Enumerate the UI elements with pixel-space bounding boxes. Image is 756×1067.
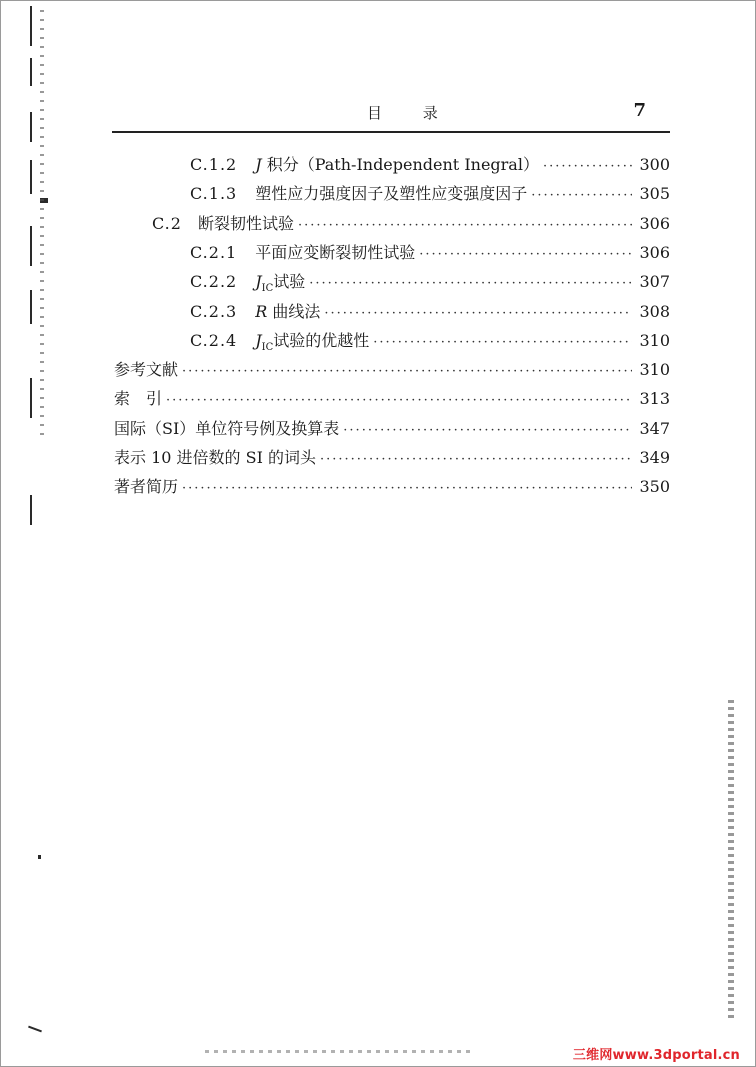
toc-entry-number: C.2 <box>152 213 182 233</box>
toc-entry[interactable] <box>114 416 670 440</box>
toc-entry-page: 306 <box>639 213 670 233</box>
header-rule <box>112 131 670 133</box>
scan-artifact <box>40 10 44 440</box>
toc-entry-page: 307 <box>639 272 670 292</box>
toc-entry[interactable] <box>114 474 670 498</box>
toc-entry-title <box>255 152 539 175</box>
toc-dot-leader <box>182 364 632 379</box>
toc-entry-title <box>114 386 162 409</box>
toc-dot-leader <box>343 423 632 438</box>
toc-entry[interactable] <box>114 445 670 469</box>
toc-entry-symbol: R <box>255 301 268 321</box>
toc-entry-subscript: IC <box>261 283 274 295</box>
toc-entry-title <box>255 269 305 294</box>
toc-dot-leader <box>309 276 632 291</box>
scan-artifact <box>30 495 32 525</box>
toc-entry-page: 310 <box>639 330 670 350</box>
scan-artifact <box>30 6 32 46</box>
scan-artifact <box>30 112 32 142</box>
toc-entry-page: 305 <box>639 184 670 204</box>
toc-entry-number: C.2.2 <box>190 272 238 292</box>
scan-artifact <box>728 700 734 1020</box>
toc-entry-title <box>114 357 178 380</box>
scan-artifact <box>30 160 32 194</box>
toc-entry-text: 断裂韧性试验 <box>197 213 294 233</box>
toc-entry[interactable] <box>190 181 670 205</box>
toc-dot-leader <box>166 393 632 408</box>
toc-entry-number: C.2.4 <box>190 330 238 350</box>
scan-artifact <box>30 290 32 324</box>
toc-entry-text: 著者简历 <box>114 477 179 497</box>
toc-entry-subscript: IC <box>261 341 274 353</box>
toc-entry-page: 347 <box>639 418 670 438</box>
toc-entry-page: 350 <box>639 477 670 497</box>
scan-artifact <box>30 226 32 266</box>
toc-entry[interactable] <box>190 152 670 176</box>
toc-entry-number: C.1.2 <box>190 155 238 174</box>
toc-entry-symbol: J <box>255 330 262 350</box>
toc-dot-leader <box>543 159 632 174</box>
toc-entry-page: 349 <box>639 448 670 467</box>
scan-artifact <box>30 378 32 418</box>
toc-entry-title <box>114 474 178 497</box>
toc-entry[interactable] <box>114 357 670 381</box>
toc-entry-symbol: J <box>255 272 262 292</box>
toc-dot-leader <box>373 335 632 350</box>
toc-entry-page: 306 <box>639 242 670 262</box>
toc-entry-text: 国际（SI）单位符号例及换算表 <box>114 418 340 438</box>
toc-entry-text: 试验 <box>273 272 306 292</box>
toc-entry-text: 积分（Path-Independent Inegral） <box>261 155 539 174</box>
toc-entry-title <box>255 240 415 263</box>
toc-entry-text: 曲线法 <box>267 301 321 321</box>
toc-entry-page: 300 <box>639 155 670 174</box>
toc-entry-symbol: J <box>255 155 262 174</box>
toc-entry[interactable] <box>114 386 670 410</box>
scan-artifact <box>30 58 32 86</box>
toc-entry-title <box>255 328 369 353</box>
header-title: 目 录 <box>367 104 456 122</box>
toc-entry-title <box>114 416 339 439</box>
toc-entry[interactable] <box>152 211 670 235</box>
toc-entry[interactable] <box>190 328 670 352</box>
toc-dot-leader <box>298 218 632 233</box>
toc-entry-text: 试验的优越性 <box>273 330 370 350</box>
toc-entry[interactable] <box>190 240 670 264</box>
toc-dot-leader <box>531 188 632 203</box>
toc-entry-text: 表示 10 进倍数的 SI 的词头 <box>114 448 316 467</box>
toc-entry-number: C.1.3 <box>190 184 238 204</box>
toc-entry-number: C.2.3 <box>190 301 238 321</box>
toc-entry-title <box>198 211 294 234</box>
scan-artifact <box>38 855 41 859</box>
toc-entry-text: 塑性应力强度因子及塑性应变强度因子 <box>255 184 528 204</box>
toc-entry[interactable] <box>190 269 670 293</box>
running-header <box>112 100 672 130</box>
toc-entry-text: 平面应变断裂韧性试验 <box>255 242 416 262</box>
toc-dot-leader <box>324 306 632 321</box>
toc-dot-leader <box>320 452 632 467</box>
toc-entry-title <box>255 299 320 322</box>
toc-dot-leader <box>182 481 632 496</box>
toc-entry-number: C.2.1 <box>190 242 238 262</box>
header-page-number: 7 <box>633 100 646 121</box>
toc-entry-text: 参考文献 <box>114 360 179 380</box>
toc-entry-page: 313 <box>639 389 670 409</box>
toc-entry-title <box>114 445 316 468</box>
watermark: 三维网www.3dportal.cn <box>572 1048 740 1063</box>
toc-entry-page: 310 <box>639 360 670 380</box>
toc-entry-title <box>255 181 527 204</box>
toc-entry-text: 索 引 <box>114 389 163 409</box>
toc-entry[interactable] <box>190 299 670 323</box>
toc-entry-page: 308 <box>639 301 670 321</box>
scan-artifact <box>205 1050 475 1053</box>
toc-dot-leader <box>419 247 632 262</box>
